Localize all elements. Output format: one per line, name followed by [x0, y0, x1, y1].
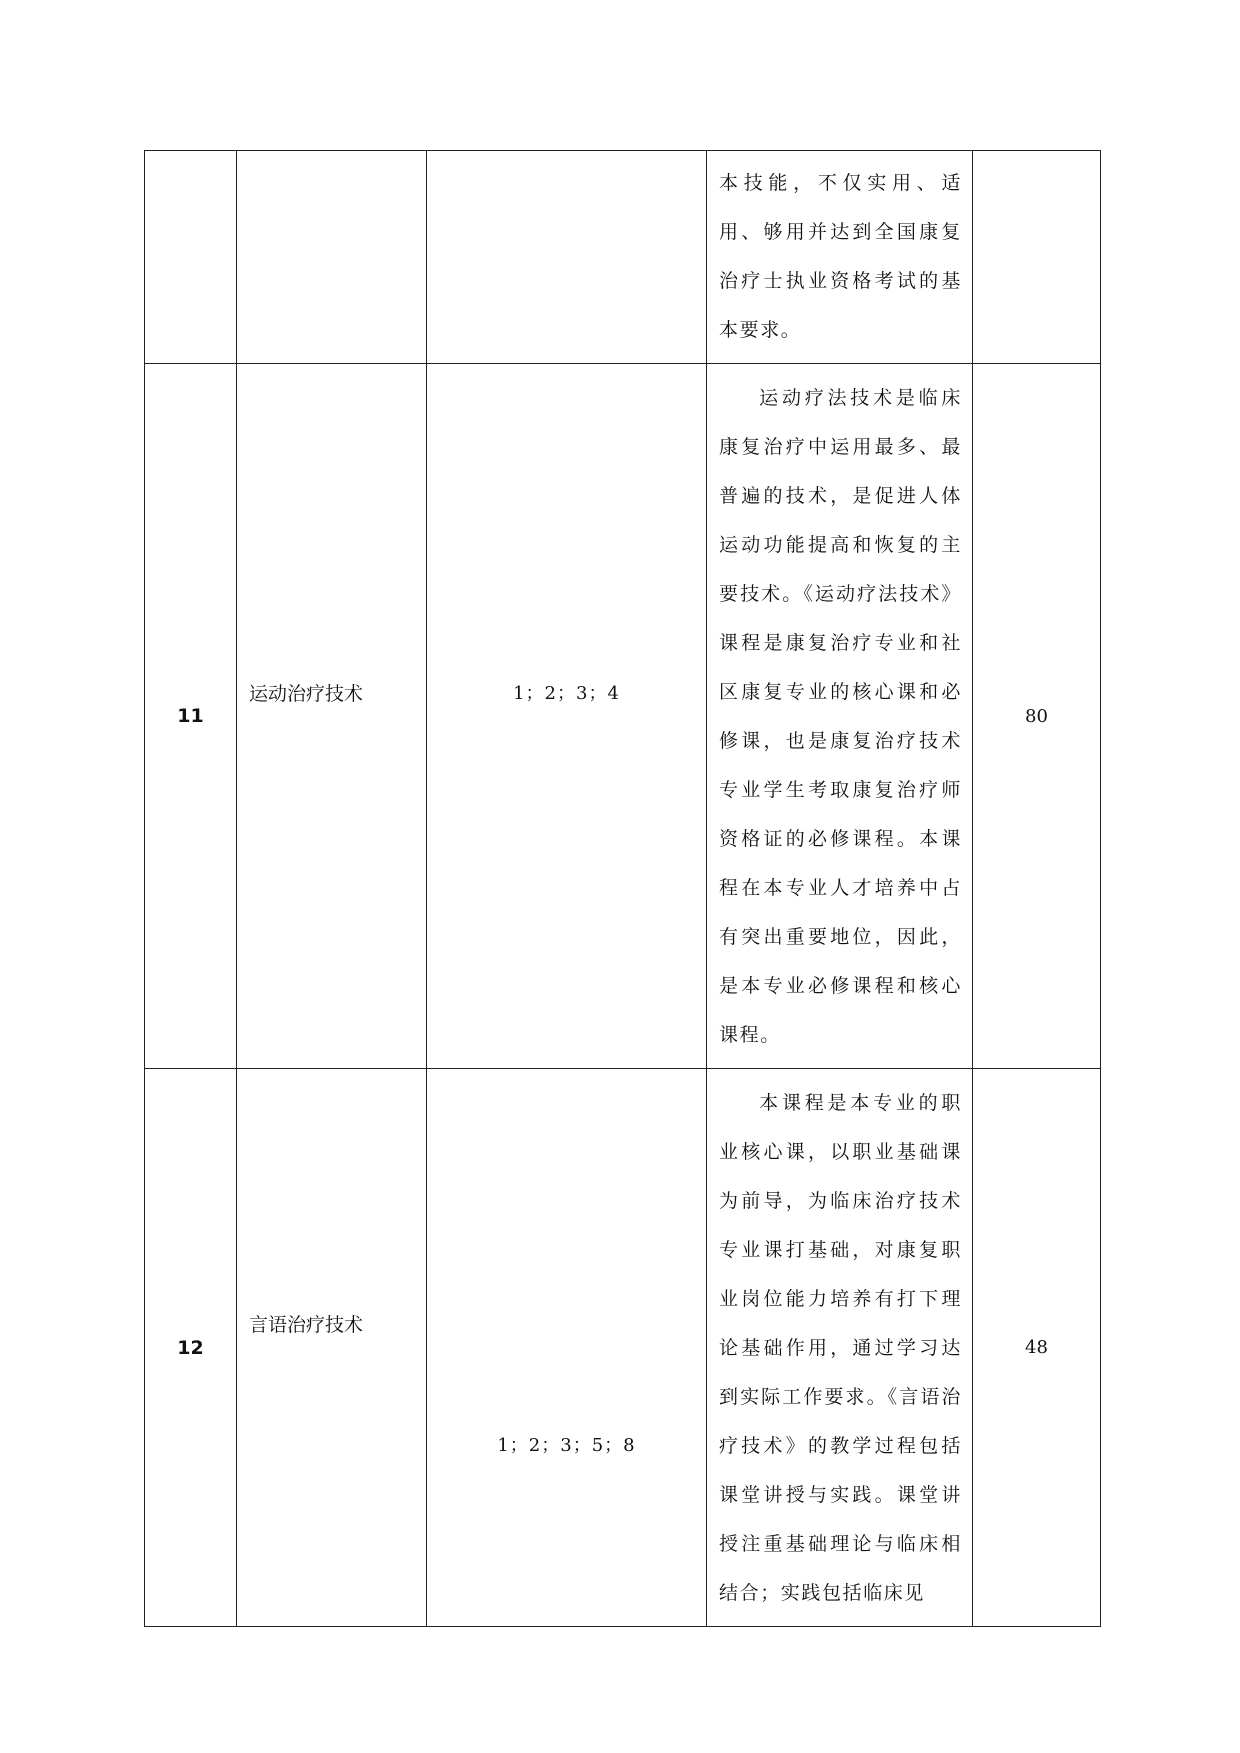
- course-number: [145, 151, 237, 364]
- table-row: [145, 1069, 1101, 1627]
- course-name: 运动治疗技术: [237, 364, 427, 1069]
- course-description: 运动疗法技术是临床康复治疗中运用最多、最普遍的技术，是促进人体运动功能提高和恢复的主要技术。《运动疗法技术》课程是康复治疗专业和社区康复专业的核心课和必修课，也是康复治疗技术专业学生考取康复治疗师资格证的必修课程。本课程在本专业人才培养中占有突出重要地位，因此，是本专业必修课程和核心课程。: [707, 364, 973, 1069]
- course-goals: [427, 151, 707, 364]
- table-row: [145, 151, 1101, 364]
- course-number: 12: [145, 1069, 237, 1627]
- table-row: [145, 364, 1101, 1069]
- course-table: [144, 150, 1101, 1627]
- course-hours: 80: [973, 364, 1101, 1069]
- course-hours: 48: [973, 1069, 1101, 1627]
- course-number: 11: [145, 364, 237, 1069]
- course-goals: 1；2；3；4: [427, 364, 707, 1069]
- course-description: 本课程是本专业的职业核心课，以职业基础课为前导，为临床治疗技术专业课打基础，对康复职业岗位能力培养有打下理论基础作用，通过学习达到实际工作要求。《言语治疗技术》的教学过程包括课堂讲授与实践。课堂讲授注重基础理论与临床相结合；实践包括临床见: [707, 1069, 973, 1627]
- course-goals: 1；2；3；5；8: [427, 1069, 707, 1627]
- course-name: 言语治疗技术: [237, 1069, 427, 1627]
- course-description: 本技能，不仅实用、适用、够用并达到全国康复治疗士执业资格考试的基本要求。: [707, 151, 973, 364]
- course-hours: [973, 151, 1101, 364]
- course-name: [237, 151, 427, 364]
